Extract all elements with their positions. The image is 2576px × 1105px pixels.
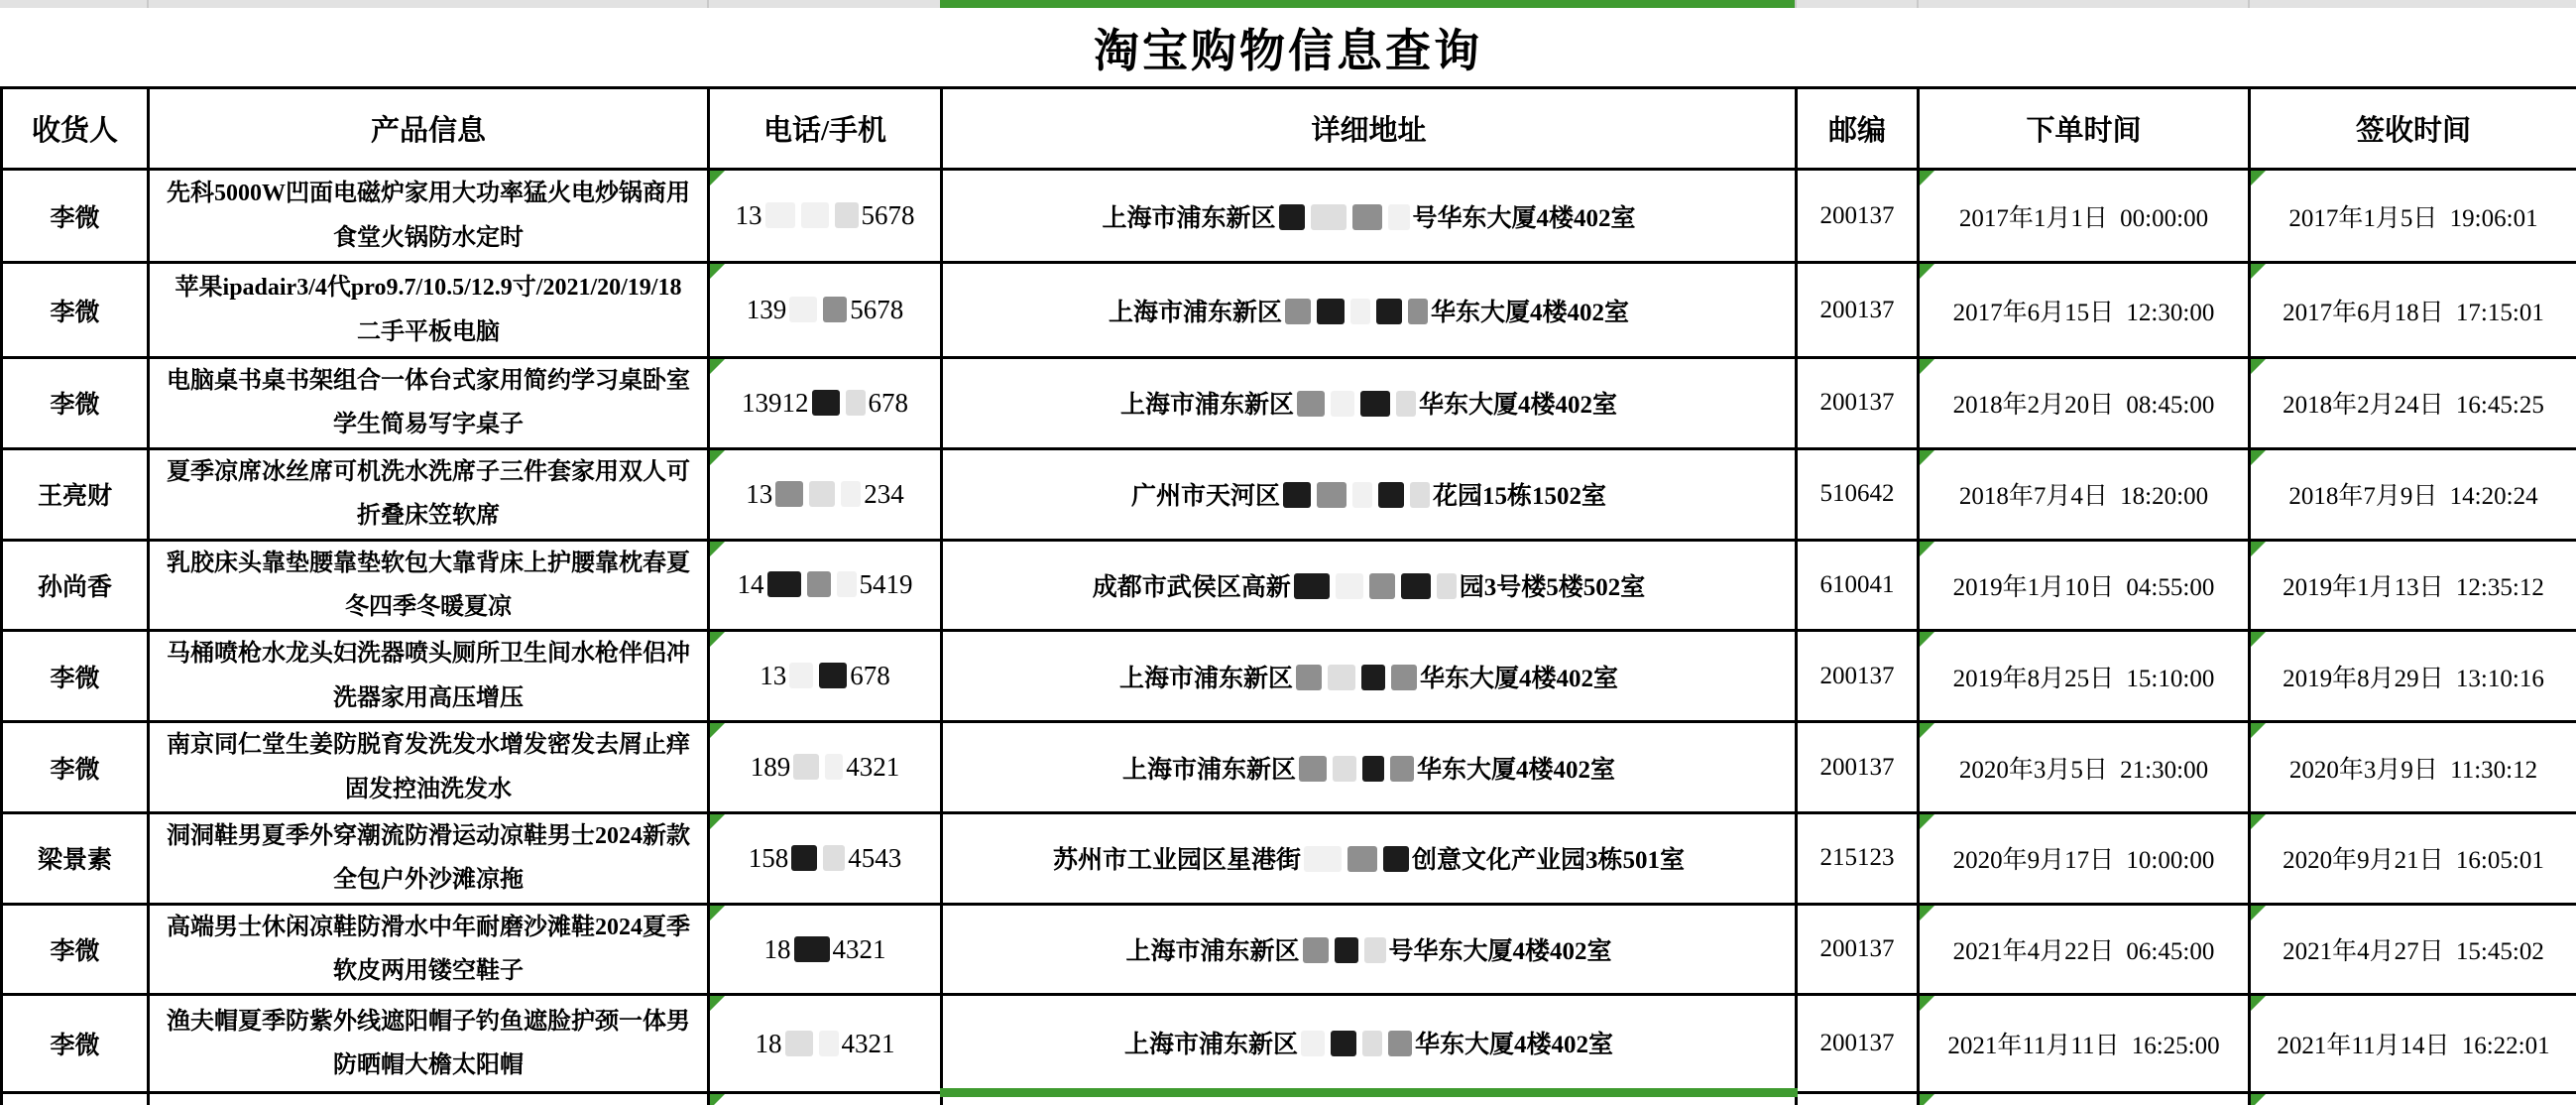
cell-zip[interactable]: 200137 xyxy=(1797,263,1919,358)
cell-address[interactable] xyxy=(942,812,1797,904)
cell-zip[interactable]: 200137 xyxy=(1797,904,1919,995)
cell-zip[interactable] xyxy=(1797,1093,1919,1105)
sign-time-text: 2018年7月9日 14:20:24 xyxy=(2288,483,2537,510)
error-triangle-icon xyxy=(2251,723,2266,738)
error-triangle-icon xyxy=(2251,814,2266,829)
cell-product[interactable]: 电脑桌书桌书架组合一体台式家用简约学习桌卧室学生简易写字桌子 xyxy=(149,358,709,449)
title-band xyxy=(0,8,2576,86)
table-row xyxy=(2,631,2576,722)
cell-zip[interactable]: 200137 xyxy=(1797,358,1919,449)
cell-zip[interactable]: 610041 xyxy=(1797,540,1919,631)
redaction-block xyxy=(812,390,840,416)
cell-order-time[interactable] xyxy=(1919,263,2250,358)
cell-order-time[interactable] xyxy=(1919,1093,2250,1105)
error-triangle-icon xyxy=(1920,632,1934,647)
cell-order-time[interactable] xyxy=(1919,722,2250,813)
redaction-block xyxy=(1331,1031,1356,1056)
order-time-text: 2019年1月10日 04:55:00 xyxy=(1953,574,2215,601)
table-row xyxy=(2,448,2576,540)
cell-address-green-edge[interactable] xyxy=(942,1093,1797,1105)
redaction-block xyxy=(791,845,817,871)
redaction-block xyxy=(1383,846,1409,872)
redaction-block xyxy=(1360,391,1390,417)
cell-recipient[interactable]: 李微 xyxy=(2,358,149,449)
redaction-block xyxy=(1328,665,1355,690)
order-time-text: 2019年8月25日 15:10:00 xyxy=(1953,666,2215,692)
redaction-block xyxy=(1296,665,1322,690)
gridline-tick xyxy=(707,0,709,8)
cell-sign-time[interactable] xyxy=(2250,358,2576,449)
cell-order-time[interactable] xyxy=(1919,170,2250,263)
sign-time-text: 2017年1月5日 19:06:01 xyxy=(2288,205,2537,232)
redaction-block xyxy=(1362,756,1384,782)
address-redacted-text: 上海市浦东新区 华东大厦4楼402室 xyxy=(1122,757,1615,784)
order-time-text: 2017年1月1日 00:00:00 xyxy=(1959,205,2208,232)
error-triangle-icon xyxy=(2251,1094,2266,1105)
redaction-block xyxy=(1311,204,1347,230)
redaction-block xyxy=(767,571,801,597)
error-triangle-icon xyxy=(710,906,725,921)
col-header-address[interactable]: 详细地址 xyxy=(942,88,1797,170)
cell-zip[interactable]: 200137 xyxy=(1797,722,1919,813)
cell-phone[interactable] xyxy=(709,631,942,722)
cell-phone[interactable] xyxy=(709,540,942,631)
top-gridline-strip xyxy=(0,0,2576,8)
phone-redacted-text: 13 678 xyxy=(760,661,890,690)
error-triangle-icon xyxy=(1920,359,1934,374)
cell-product[interactable]: 乳胶床头靠垫腰靠垫软包大靠背床上护腰靠枕春夏冬四季冬暖夏凉 xyxy=(149,540,709,631)
order-time-text: 2018年2月20日 08:45:00 xyxy=(1953,392,2215,419)
green-cell-edge-top xyxy=(940,0,1795,8)
redaction-block xyxy=(1304,846,1342,872)
cell-address[interactable] xyxy=(942,358,1797,449)
order-time-text: 2020年3月5日 21:30:00 xyxy=(1959,757,2208,784)
cell-product[interactable]: 南京同仁堂生姜防脱育发洗发水增发密发去屑止痒固发控油洗发水 xyxy=(149,722,709,813)
error-triangle-icon xyxy=(710,1094,725,1105)
order-time-text: 2018年7月4日 18:20:00 xyxy=(1959,483,2208,510)
redaction-block xyxy=(1364,937,1386,963)
cell-product[interactable]: 苹果ipadair3/4代pro9.7/10.5/12.9寸/2021/20/19/18二手平板电脑 xyxy=(149,263,709,358)
address-redacted-text: 苏州市工业园区星港街 创意文化产业园3栋501室 xyxy=(1053,847,1685,874)
redaction-block xyxy=(1299,756,1327,782)
address-redacted-text: 广州市天河区 花园15栋1502室 xyxy=(1131,483,1606,510)
redaction-block xyxy=(1378,482,1404,508)
redaction-block xyxy=(823,297,847,322)
cell-sign-time[interactable] xyxy=(2250,631,2576,722)
redaction-block xyxy=(775,481,803,507)
redaction-block xyxy=(1376,299,1402,324)
redaction-block xyxy=(1303,937,1329,963)
cell-order-time[interactable] xyxy=(1919,995,2250,1093)
error-triangle-icon xyxy=(1920,542,1934,556)
sign-time-text: 2020年9月21日 16:05:01 xyxy=(2283,847,2544,874)
table-row xyxy=(2,812,2576,904)
phone-redacted-text: 13 234 xyxy=(746,479,904,509)
error-triangle-icon xyxy=(1920,723,1934,738)
redaction-block xyxy=(801,202,829,228)
gridline-tick xyxy=(147,0,149,8)
cell-address[interactable] xyxy=(942,722,1797,813)
redaction-block xyxy=(1437,573,1457,599)
cell-recipient[interactable]: 王亮财 xyxy=(2,448,149,540)
table-header xyxy=(2,88,2576,170)
redaction-block xyxy=(1388,204,1410,230)
error-triangle-icon xyxy=(710,542,725,556)
address-redacted-text: 上海市浦东新区 华东大厦4楼402室 xyxy=(1120,392,1617,419)
gridline-tick xyxy=(2248,0,2250,8)
page-title: 淘宝购物信息查询 xyxy=(1094,15,1482,80)
redaction-block xyxy=(794,936,830,962)
table-row xyxy=(2,995,2576,1093)
error-triangle-icon xyxy=(1920,1094,1934,1105)
redaction-block xyxy=(835,202,859,228)
order-time-text: 2020年9月17日 10:00:00 xyxy=(1953,847,2215,874)
redaction-block xyxy=(1362,1031,1382,1056)
redaction-block xyxy=(1336,573,1363,599)
cell-address[interactable] xyxy=(942,448,1797,540)
redaction-block xyxy=(789,663,813,688)
cell-recipient[interactable]: 李微 xyxy=(2,170,149,263)
address-redacted-text: 上海市浦东新区 号华东大厦4楼402室 xyxy=(1102,205,1635,232)
order-time-text: 2021年11月11日 16:25:00 xyxy=(1947,1033,2219,1059)
cell-phone[interactable] xyxy=(709,995,942,1093)
redaction-block xyxy=(1335,937,1358,963)
order-time-text: 2021年4月22日 06:45:00 xyxy=(1953,938,2215,965)
redaction-block xyxy=(809,481,835,507)
sign-time-text: 2020年3月9日 11:30:12 xyxy=(2289,757,2537,784)
redaction-block xyxy=(1317,299,1345,324)
redaction-block xyxy=(1279,204,1305,230)
error-triangle-icon xyxy=(710,450,725,465)
redaction-block xyxy=(1352,482,1372,508)
cell-order-time[interactable] xyxy=(1919,904,2250,995)
redaction-block xyxy=(841,481,861,507)
error-triangle-icon xyxy=(1920,264,1934,279)
cell-address[interactable] xyxy=(942,263,1797,358)
address-redacted-text: 成都市武侯区高新 园3号楼5楼502室 xyxy=(1093,574,1646,601)
cell-zip[interactable]: 200137 xyxy=(1797,995,1919,1093)
redaction-block xyxy=(793,754,819,780)
error-triangle-icon xyxy=(710,632,725,647)
cell-sign-time[interactable] xyxy=(2250,995,2576,1093)
error-triangle-icon xyxy=(2251,171,2266,185)
col-header-zip[interactable]: 邮编 xyxy=(1797,88,1919,170)
gridline-tick xyxy=(1917,0,1919,8)
cell-sign-time[interactable] xyxy=(2250,263,2576,358)
redaction-block xyxy=(1408,299,1428,324)
cell-product[interactable]: 夏季凉席冰丝席可机洗水洗席子三件套家用双人可折叠床笠软席 xyxy=(149,448,709,540)
cell-phone[interactable] xyxy=(709,358,942,449)
address-redacted-text: 上海市浦东新区 华东大厦4楼402室 xyxy=(1119,666,1618,692)
cell-recipient[interactable]: 李微 xyxy=(2,904,149,995)
cell-address[interactable] xyxy=(942,904,1797,995)
redaction-block xyxy=(1301,1031,1325,1056)
error-triangle-icon xyxy=(2251,450,2266,465)
table-body xyxy=(2,170,2576,1105)
redaction-block xyxy=(837,571,857,597)
redaction-block xyxy=(1297,391,1325,417)
redaction-block xyxy=(1390,756,1414,782)
error-triangle-icon xyxy=(710,171,725,185)
cell-phone[interactable] xyxy=(709,1093,942,1105)
cell-recipient[interactable]: 李微 xyxy=(2,995,149,1093)
error-triangle-icon xyxy=(710,264,725,279)
col-header-phone[interactable]: 电话/手机 xyxy=(709,88,942,170)
redaction-block xyxy=(785,1031,813,1056)
cell-zip[interactable]: 200137 xyxy=(1797,170,1919,263)
gridline-tick xyxy=(1795,0,1797,8)
cell-phone[interactable] xyxy=(709,722,942,813)
cell-product[interactable] xyxy=(149,1093,709,1105)
error-triangle-icon xyxy=(1920,906,1934,921)
cell-product[interactable]: 先科5000W凹面电磁炉家用大功率猛火电炒锅商用食堂火锅防水定时 xyxy=(149,170,709,263)
cell-sign-time[interactable] xyxy=(2250,812,2576,904)
col-header-product[interactable]: 产品信息 xyxy=(149,88,709,170)
header-row xyxy=(2,88,2576,170)
error-triangle-icon xyxy=(1920,171,1934,185)
cell-sign-time[interactable] xyxy=(2250,170,2576,263)
cell-recipient[interactable]: 孙尚香 xyxy=(2,540,149,631)
error-triangle-icon xyxy=(710,996,725,1011)
table-row xyxy=(2,722,2576,813)
col-header-recipient[interactable]: 收货人 xyxy=(2,88,149,170)
partial-next-row xyxy=(2,1093,2576,1105)
redaction-block xyxy=(825,754,843,780)
address-redacted-text: 上海市浦东新区 华东大厦4楼402室 xyxy=(1109,300,1629,326)
redaction-block xyxy=(1396,391,1416,417)
phone-redacted-text: 158 4543 xyxy=(749,843,902,873)
cell-sign-time[interactable] xyxy=(2250,540,2576,631)
cell-recipient[interactable]: 李微 xyxy=(2,631,149,722)
table-row xyxy=(2,540,2576,631)
cell-zip[interactable]: 215123 xyxy=(1797,812,1919,904)
cell-address[interactable] xyxy=(942,170,1797,263)
redaction-block xyxy=(823,845,845,871)
redaction-block xyxy=(1333,756,1356,782)
cell-phone[interactable] xyxy=(709,170,942,263)
cell-order-time[interactable] xyxy=(1919,812,2250,904)
cell-product[interactable]: 高端男士休闲凉鞋防滑水中年耐磨沙滩鞋2024夏季软皮两用镂空鞋子 xyxy=(149,904,709,995)
phone-redacted-text: 18 4321 xyxy=(764,934,886,964)
cell-product[interactable]: 渔夫帽夏季防紫外线遮阳帽子钓鱼遮脸护颈一体男防晒帽大檐太阳帽 xyxy=(149,995,709,1093)
cell-order-time[interactable] xyxy=(1919,448,2250,540)
error-triangle-icon xyxy=(1920,814,1934,829)
order-time-text: 2017年6月15日 12:30:00 xyxy=(1953,300,2215,326)
cell-order-time[interactable] xyxy=(1919,631,2250,722)
error-triangle-icon xyxy=(1920,996,1934,1011)
error-triangle-icon xyxy=(710,814,725,829)
cell-phone[interactable] xyxy=(709,812,942,904)
error-triangle-icon xyxy=(2251,359,2266,374)
table-row xyxy=(2,263,2576,358)
col-header-sign-time[interactable]: 签收时间 xyxy=(2250,88,2576,170)
cell-zip[interactable]: 510642 xyxy=(1797,448,1919,540)
table-row xyxy=(2,904,2576,995)
cell-order-time[interactable] xyxy=(1919,358,2250,449)
sign-time-text: 2021年11月14日 16:22:01 xyxy=(2277,1033,2549,1059)
redaction-block xyxy=(807,571,831,597)
redaction-block xyxy=(1350,299,1370,324)
redaction-block xyxy=(789,297,817,322)
cell-order-time[interactable] xyxy=(1919,540,2250,631)
error-triangle-icon xyxy=(710,359,725,374)
redaction-block xyxy=(1294,573,1330,599)
cell-product[interactable]: 洞洞鞋男夏季外穿潮流防滑运动凉鞋男士2024新款全包户外沙滩凉拖 xyxy=(149,812,709,904)
cell-phone[interactable] xyxy=(709,263,942,358)
redaction-block xyxy=(1410,482,1430,508)
redaction-block xyxy=(1285,299,1311,324)
cell-address[interactable] xyxy=(942,631,1797,722)
redaction-block xyxy=(1352,204,1382,230)
phone-redacted-text: 13 5678 xyxy=(736,200,915,230)
cell-phone[interactable] xyxy=(709,448,942,540)
orders-table xyxy=(0,86,2576,1105)
redaction-block xyxy=(819,1031,839,1056)
cell-phone[interactable] xyxy=(709,904,942,995)
redaction-block xyxy=(1331,391,1354,417)
redaction-block xyxy=(1401,573,1431,599)
error-triangle-icon xyxy=(710,723,725,738)
error-triangle-icon xyxy=(2251,996,2266,1011)
col-header-order-time[interactable]: 下单时间 xyxy=(1919,88,2250,170)
sign-time-text: 2019年8月29日 13:10:16 xyxy=(2283,666,2544,692)
phone-redacted-text: 139 5678 xyxy=(747,295,904,324)
table-row xyxy=(2,358,2576,449)
sign-time-text: 2017年6月18日 17:15:01 xyxy=(2283,300,2544,326)
redaction-block xyxy=(1361,665,1385,690)
redaction-block xyxy=(1347,846,1377,872)
phone-redacted-text: 18 4321 xyxy=(756,1029,895,1058)
sign-time-text: 2021年4月27日 15:45:02 xyxy=(2283,938,2544,965)
cell-sign-time[interactable] xyxy=(2250,722,2576,813)
sign-time-text: 2019年1月13日 12:35:12 xyxy=(2283,574,2544,601)
redaction-block xyxy=(1388,1031,1412,1056)
cell-address[interactable] xyxy=(942,540,1797,631)
redaction-block xyxy=(846,390,866,416)
error-triangle-icon xyxy=(2251,632,2266,647)
cell-zip[interactable]: 200137 xyxy=(1797,631,1919,722)
redaction-block xyxy=(1317,482,1347,508)
redaction-block xyxy=(819,663,847,688)
cell-address[interactable] xyxy=(942,995,1797,1093)
cell-recipient[interactable] xyxy=(2,1093,149,1105)
address-redacted-text: 上海市浦东新区 华东大厦4楼402室 xyxy=(1124,1032,1613,1058)
sign-time-text: 2018年2月24日 16:45:25 xyxy=(2283,392,2544,419)
table-row xyxy=(2,170,2576,263)
error-triangle-icon xyxy=(2251,264,2266,279)
error-triangle-icon xyxy=(1920,450,1934,465)
cell-sign-time[interactable] xyxy=(2250,904,2576,995)
redaction-block xyxy=(1391,665,1417,690)
cell-sign-time[interactable] xyxy=(2250,1093,2576,1105)
redaction-block xyxy=(1283,482,1311,508)
redaction-block xyxy=(765,202,795,228)
cell-recipient[interactable]: 李微 xyxy=(2,263,149,358)
cell-product[interactable]: 马桶喷枪水龙头妇洗器喷头厕所卫生间水枪伴侣冲洗器家用高压增压 xyxy=(149,631,709,722)
cell-recipient[interactable]: 李微 xyxy=(2,722,149,813)
cell-recipient[interactable]: 梁景素 xyxy=(2,812,149,904)
error-triangle-icon xyxy=(2251,542,2266,556)
redaction-block xyxy=(1369,573,1395,599)
phone-redacted-text: 14 5419 xyxy=(738,569,913,599)
phone-redacted-text: 13912 678 xyxy=(742,388,908,418)
cell-sign-time[interactable] xyxy=(2250,448,2576,540)
address-redacted-text: 上海市浦东新区 号华东大厦4楼402室 xyxy=(1125,938,1611,965)
phone-redacted-text: 189 4321 xyxy=(751,752,900,782)
error-triangle-icon xyxy=(2251,906,2266,921)
